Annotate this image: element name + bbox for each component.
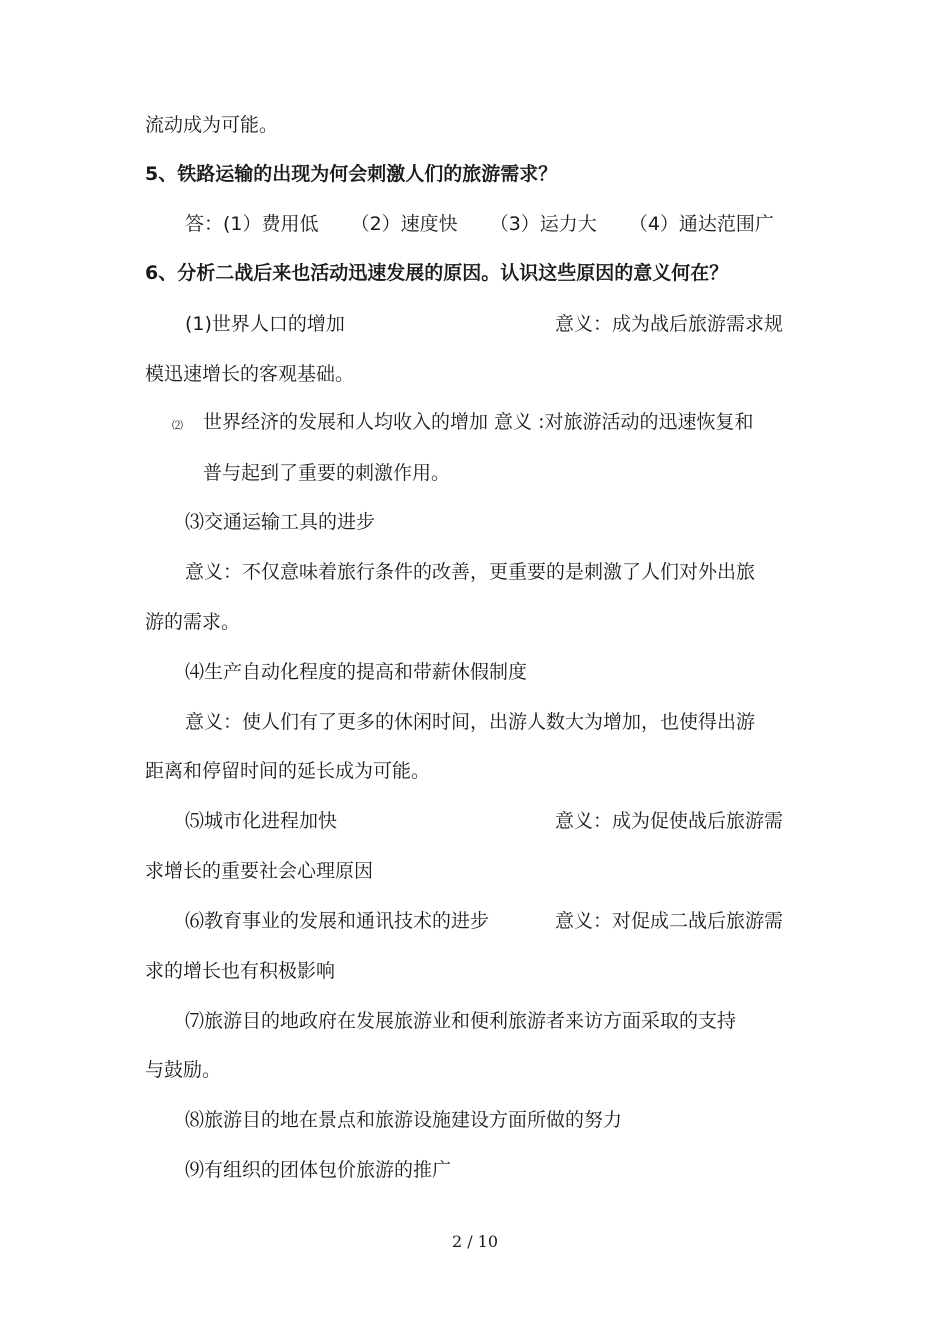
question-6-heading: 6、分析二战后来也活动迅速发展的原因。认识这些原因的意义何在？: [145, 262, 729, 284]
reason-6-meaning: 意义：对促成二战后旅游需: [555, 910, 784, 932]
reason-7-line: ⑺旅游目的地政府在发展旅游业和便利旅游者来访方面采取的支持: [185, 1010, 737, 1032]
answer-item: （2）速度快: [350, 213, 458, 235]
reason-2-line: 世界经济的发展和人均收入的增加 意义 :对旅游活动的迅速恢复和: [203, 411, 754, 433]
reason-4-title: ⑷生产自动化程度的提高和带薪休假制度: [185, 661, 528, 683]
answer-item: （3）运力大: [489, 213, 597, 235]
question-5-heading: 5、铁路运输的出现为何会刺激人们的旅游需求？: [145, 163, 558, 185]
text-line: 流动成为可能。: [145, 114, 279, 136]
answer-item: 答：(1）费用低: [185, 213, 319, 235]
reason-1-title: (1)世界人口的增加: [185, 313, 345, 335]
reason-5-title: ⑸城市化进程加快: [185, 810, 338, 832]
reason-1-meaning: 意义：成为战后旅游需求规: [555, 313, 784, 335]
reason-5-meaning: 意义：成为促使战后旅游需: [555, 810, 784, 832]
reason-6-continued: 求的增长也有积极影响: [145, 960, 336, 982]
reason-3-meaning: 意义：不仅意味着旅行条件的改善，更重要的是刺激了人们对外出旅: [185, 561, 756, 583]
reason-8-line: ⑻旅游目的地在景点和旅游设施建设方面所做的努力: [185, 1109, 623, 1131]
reason-5-continued: 求增长的重要社会心理原因: [145, 860, 374, 882]
reason-9-line: ⑼有组织的团体包价旅游的推广: [185, 1159, 452, 1181]
reason-4-continued: 距离和停留时间的延长成为可能。: [145, 760, 431, 782]
reason-3-continued: 游的需求。: [145, 611, 241, 633]
page-number: 2 / 10: [451, 1232, 499, 1251]
question-5-answer: [185, 211, 855, 237]
answer-item: （4）通达范围广: [628, 213, 774, 235]
reason-2-continued: 普与起到了重要的刺激作用。: [203, 462, 451, 484]
reason-1-continued: 模迅速增长的客观基础。: [145, 363, 355, 385]
reason-2-marker: ⑵: [172, 419, 183, 432]
reason-6-title: ⑹教育事业的发展和通讯技术的进步: [185, 910, 490, 932]
reason-7-continued: 与鼓励。: [145, 1059, 222, 1081]
reason-3-title: ⑶交通运输工具的进步: [185, 511, 376, 533]
reason-4-meaning: 意义：使人们有了更多的休闲时间，出游人数大为增加，也使得出游: [185, 711, 756, 733]
